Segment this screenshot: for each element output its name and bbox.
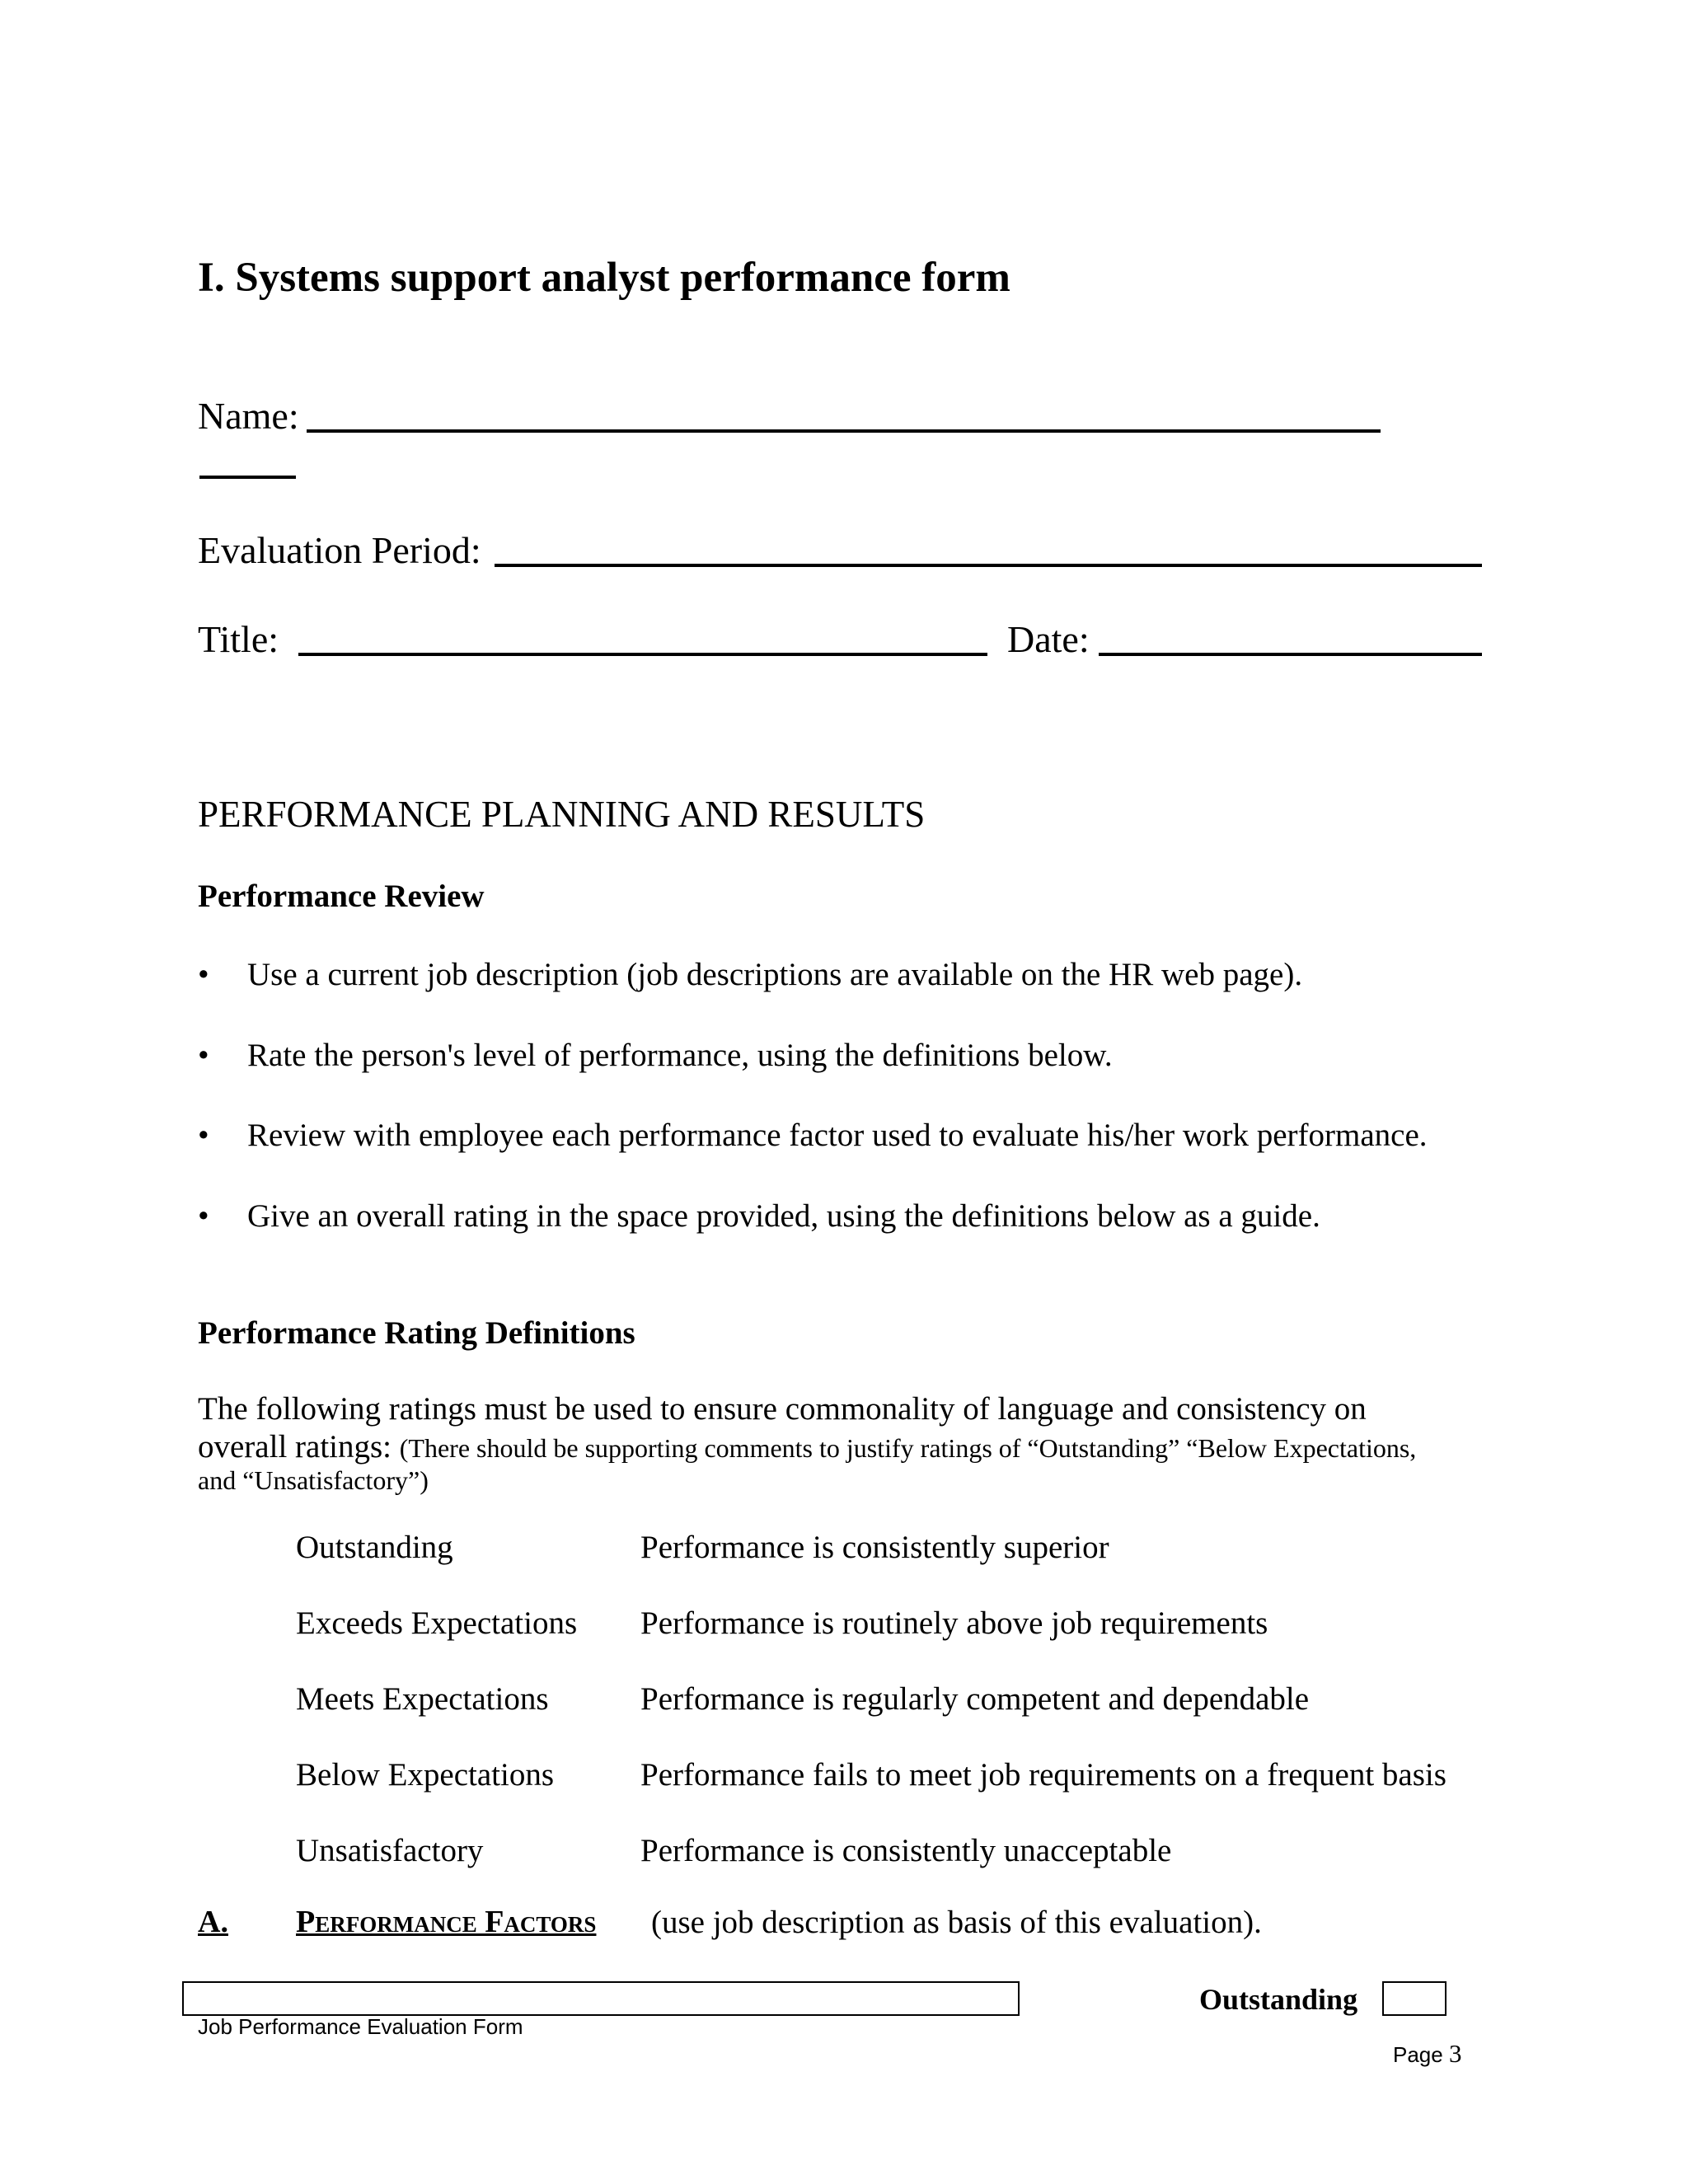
footer-page-number	[1393, 2041, 1461, 2066]
date-label: Date:	[1007, 618, 1090, 660]
rating-name: Exceeds Expectations	[296, 1605, 578, 1641]
rating-description: Performance is routinely above job requirements	[640, 1605, 1268, 1641]
outstanding-column-label: Outstanding	[1199, 1983, 1358, 2016]
date-field-line[interactable]	[1099, 653, 1482, 656]
rating-name: Below Expectations	[296, 1757, 555, 1793]
title-label: Title:	[198, 618, 279, 660]
rating-description: Performance is consistently superior	[640, 1530, 1109, 1565]
bullet-icon: •	[198, 1038, 209, 1073]
rating-description: Performance fails to meet job requirements on a frequent basis	[640, 1757, 1447, 1793]
rating-description: Performance is consistently unacceptable	[640, 1833, 1172, 1868]
factors-section-title: Performance Factors	[296, 1905, 597, 1939]
definitions-intro-start: overall ratings:	[198, 1429, 400, 1465]
definitions-intro-line-3: and “Unsatisfactory”)	[198, 1465, 429, 1495]
factors-section-letter: A.	[198, 1905, 228, 1939]
bullet-text: Use a current job description (job descriptions are available on the HR web page).	[247, 957, 1303, 992]
page-number: 3	[1448, 2039, 1462, 2068]
name-field-line[interactable]	[307, 429, 1381, 433]
title-field-line[interactable]	[298, 653, 987, 656]
evaluation-period-label: Evaluation Period:	[198, 529, 481, 571]
outstanding-checkbox[interactable]	[1382, 1981, 1447, 2016]
bullet-icon: •	[198, 1198, 209, 1234]
bullet-icon: •	[198, 957, 209, 992]
rating-description: Performance is regularly competent and dependable	[640, 1681, 1310, 1717]
performance-review-heading: Performance Review	[198, 879, 485, 914]
bullet-text: Give an overall rating in the space provided, using the definitions below as a guide.	[247, 1198, 1320, 1234]
definitions-intro-note: (There should be supporting comments to justify ratings of “Outstanding” “Below Expectations,	[399, 1433, 1417, 1463]
page-label: Page	[1393, 2042, 1449, 2067]
factors-section-note: (use job description as basis of this evaluation).	[651, 1905, 1262, 1940]
rating-name: Unsatisfactory	[296, 1833, 484, 1868]
rating-name: Outstanding	[296, 1530, 453, 1565]
bullet-icon: •	[198, 1118, 209, 1153]
evaluation-period-field-line[interactable]	[495, 564, 1482, 567]
factor-name-cell[interactable]	[182, 1981, 1020, 2016]
footer-form-name: Job Performance Evaluation Form	[198, 2014, 523, 2039]
definitions-intro-line-1: The following ratings must be used to ensure commonality of language and consistency on	[198, 1391, 1367, 1427]
definitions-intro-line-2	[198, 1431, 1416, 1463]
rating-name: Meets Expectations	[296, 1681, 549, 1717]
bullet-text: Review with employee each performance factor used to evaluate his/her work performance.	[247, 1118, 1428, 1153]
page-title: I. Systems support analyst performance form	[198, 255, 1010, 301]
bullet-text: Rate the person's level of performance, using the definitions below.	[247, 1038, 1113, 1073]
section-heading-planning: PERFORMANCE PLANNING AND RESULTS	[198, 794, 926, 835]
name-field-line-continued[interactable]	[199, 476, 296, 479]
rating-definitions-heading: Performance Rating Definitions	[198, 1315, 635, 1351]
name-label: Name:	[198, 395, 299, 437]
